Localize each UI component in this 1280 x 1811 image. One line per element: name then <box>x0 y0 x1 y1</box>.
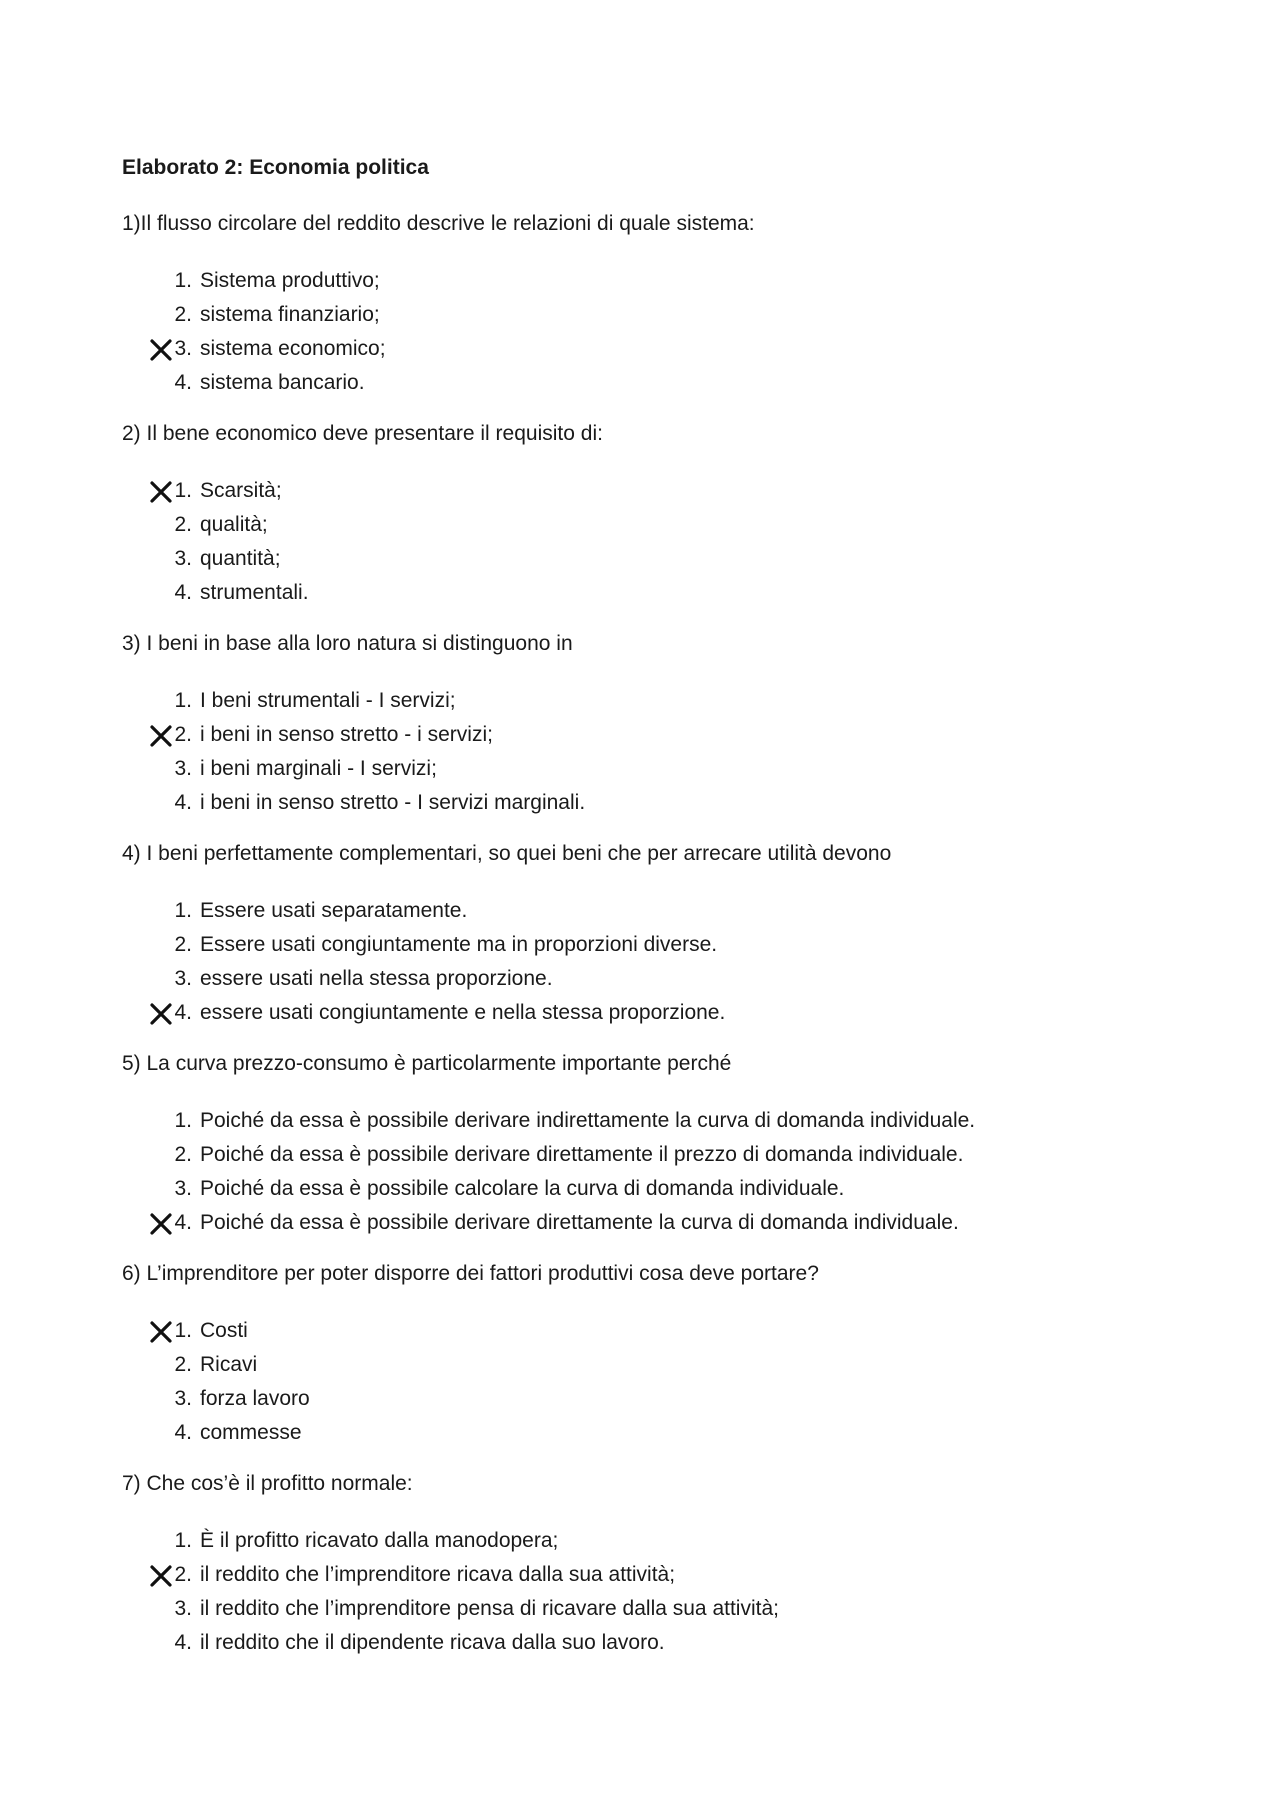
option-item[interactable] <box>122 542 1222 576</box>
option-item-selected[interactable] <box>122 1206 1222 1240</box>
option-number: 4. <box>174 791 192 814</box>
option-item[interactable] <box>122 1592 1222 1626</box>
option-text: Essere usati separatamente. <box>200 899 468 922</box>
option-item-selected[interactable] <box>122 996 1222 1030</box>
option-item[interactable] <box>122 298 1222 332</box>
option-number: 3. <box>174 547 192 570</box>
option-number: 1. <box>174 689 192 712</box>
option-number: 1. <box>174 479 192 502</box>
option-item[interactable] <box>122 1348 1222 1382</box>
option-item[interactable] <box>122 576 1222 610</box>
option-number: 1. <box>174 1319 192 1342</box>
option-item[interactable] <box>122 366 1222 400</box>
question-text: 6) L’imprenditore per poter disporre dei fattori produttivi cosa deve portare? <box>122 1262 819 1285</box>
question-7 <box>122 1470 1222 1660</box>
option-text: sistema finanziario; <box>200 303 380 326</box>
option-item[interactable] <box>122 684 1222 718</box>
option-text: È il profitto ricavato dalla manodopera; <box>200 1529 559 1552</box>
option-text: il reddito che il dipendente ricava dalla suo lavoro. <box>200 1631 665 1654</box>
options-list <box>122 684 1222 820</box>
options-list <box>122 264 1222 400</box>
question-text: 2) Il bene economico deve presentare il requisito di: <box>122 422 603 445</box>
option-text: Sistema produttivo; <box>200 269 380 292</box>
option-item[interactable] <box>122 264 1222 298</box>
option-text: essere usati congiuntamente e nella stessa proporzione. <box>200 1001 726 1024</box>
option-text: il reddito che l’imprenditore pensa di ricavare dalla sua attività; <box>200 1597 779 1620</box>
option-text: i beni in senso stretto - i servizi; <box>200 723 493 746</box>
question-text: 4) I beni perfettamente complementari, so quei beni che per arrecare utilità devono <box>122 842 892 865</box>
option-item-selected[interactable] <box>122 1558 1222 1592</box>
question-5 <box>122 1050 1222 1240</box>
option-text: sistema economico; <box>200 337 386 360</box>
option-item[interactable] <box>122 928 1222 962</box>
option-number: 4. <box>174 1631 192 1654</box>
option-number: 1. <box>174 1529 192 1552</box>
option-text: strumentali. <box>200 581 309 604</box>
option-item-selected[interactable] <box>122 474 1222 508</box>
option-number: 2. <box>174 723 192 746</box>
options-list <box>122 474 1222 610</box>
option-text: forza lavoro <box>200 1387 310 1410</box>
option-number: 2. <box>174 933 192 956</box>
option-item[interactable] <box>122 894 1222 928</box>
option-item[interactable] <box>122 1524 1222 1558</box>
option-number: 3. <box>174 757 192 780</box>
option-item[interactable] <box>122 962 1222 996</box>
option-text: sistema bancario. <box>200 371 365 394</box>
question-text: 7) Che cos’è il profitto normale: <box>122 1472 413 1495</box>
option-number: 1. <box>174 1109 192 1132</box>
option-text: i beni in senso stretto - I servizi marginali. <box>200 791 586 814</box>
options-list <box>122 1524 1222 1660</box>
option-text: i beni marginali - I servizi; <box>200 757 437 780</box>
option-number: 2. <box>174 1563 192 1586</box>
option-number: 2. <box>174 303 192 326</box>
option-number: 4. <box>174 1421 192 1444</box>
option-text: Costi <box>200 1319 248 1342</box>
option-item-selected[interactable] <box>122 1314 1222 1348</box>
question-1 <box>122 210 1222 400</box>
option-text: Scarsità; <box>200 479 282 502</box>
option-number: 4. <box>174 581 192 604</box>
option-number: 2. <box>174 1143 192 1166</box>
option-item[interactable] <box>122 1416 1222 1450</box>
option-item[interactable] <box>122 752 1222 786</box>
options-list <box>122 894 1222 1030</box>
option-number: 4. <box>174 1001 192 1024</box>
option-text: Poiché da essa è possibile derivare indirettamente la curva di domanda individuale. <box>200 1109 976 1132</box>
option-text: I beni strumentali - I servizi; <box>200 689 456 712</box>
option-number: 3. <box>174 1597 192 1620</box>
option-item[interactable] <box>122 1104 1222 1138</box>
option-item[interactable] <box>122 1626 1222 1660</box>
option-text: Essere usati congiuntamente ma in proporzioni diverse. <box>200 933 718 956</box>
question-6 <box>122 1260 1222 1450</box>
option-item[interactable] <box>122 786 1222 820</box>
option-text: quantità; <box>200 547 281 570</box>
question-4 <box>122 840 1222 1030</box>
option-number: 3. <box>174 1177 192 1200</box>
question-2 <box>122 420 1222 610</box>
question-text: 3) I beni in base alla loro natura si distinguono in <box>122 632 573 655</box>
option-item[interactable] <box>122 1172 1222 1206</box>
option-number: 3. <box>174 337 192 360</box>
option-number: 3. <box>174 967 192 990</box>
options-list <box>122 1104 1222 1240</box>
option-number: 2. <box>174 1353 192 1376</box>
option-text: commesse <box>200 1421 302 1444</box>
question-3 <box>122 630 1222 820</box>
option-number: 1. <box>174 269 192 292</box>
question-text: 5) La curva prezzo-consumo è particolarmente importante perché <box>122 1052 732 1075</box>
option-text: Ricavi <box>200 1353 258 1376</box>
document-title: Elaborato 2: Economia politica <box>122 156 429 179</box>
option-number: 2. <box>174 513 192 536</box>
option-text: il reddito che l’imprenditore ricava dalla sua attività; <box>200 1563 676 1586</box>
option-text: Poiché da essa è possibile calcolare la curva di domanda individuale. <box>200 1177 845 1200</box>
option-item[interactable] <box>122 508 1222 542</box>
option-text: Poiché da essa è possibile derivare direttamente la curva di domanda individuale. <box>200 1211 959 1234</box>
question-text: 1)Il flusso circolare del reddito descrive le relazioni di quale sistema: <box>122 212 755 235</box>
option-item[interactable] <box>122 1138 1222 1172</box>
option-number: 1. <box>174 899 192 922</box>
option-item-selected[interactable] <box>122 332 1222 366</box>
option-text: essere usati nella stessa proporzione. <box>200 967 553 990</box>
option-number: 4. <box>174 371 192 394</box>
option-number: 3. <box>174 1387 192 1410</box>
option-item-selected[interactable] <box>122 718 1222 752</box>
option-text: Poiché da essa è possibile derivare direttamente il prezzo di domanda individuale. <box>200 1143 964 1166</box>
options-list <box>122 1314 1222 1450</box>
option-number: 4. <box>174 1211 192 1234</box>
option-item[interactable] <box>122 1382 1222 1416</box>
option-text: qualità; <box>200 513 268 536</box>
